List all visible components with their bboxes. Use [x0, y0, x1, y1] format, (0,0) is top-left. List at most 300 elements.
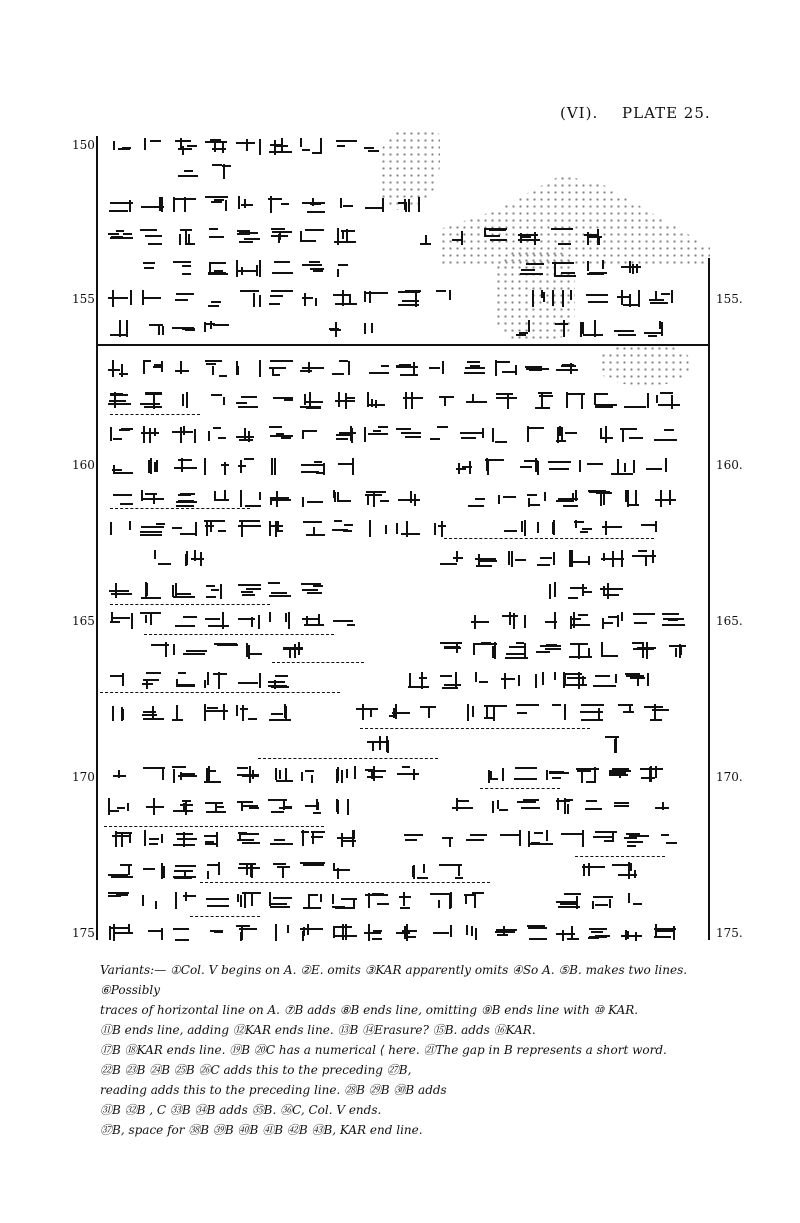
cuneiform-sign	[140, 196, 166, 214]
cuneiform-sign	[172, 260, 198, 278]
cuneiform-row	[108, 860, 378, 884]
cuneiform-sign	[524, 924, 550, 942]
cuneiform-sign	[172, 360, 198, 378]
cuneiform-sign	[204, 798, 230, 816]
section-divider	[96, 344, 710, 346]
cuneiform-sign	[316, 320, 342, 338]
damaged-area-right	[600, 345, 690, 385]
cuneiform-sign	[108, 612, 134, 630]
line-number-175: 175	[72, 926, 95, 940]
right-line-number-165: 165.	[716, 614, 743, 628]
cuneiform-sign	[612, 862, 638, 880]
cuneiform-sign	[236, 798, 262, 816]
cuneiform-sign	[172, 138, 198, 156]
cuneiform-sign	[648, 290, 674, 308]
cuneiform-sign	[204, 704, 230, 722]
cuneiform-sign	[584, 290, 610, 308]
cuneiform-sign	[268, 196, 294, 214]
cuneiform-sign	[584, 260, 610, 278]
cuneiform-sign	[452, 228, 478, 246]
cuneiform-sign	[396, 924, 422, 942]
cuneiform-sign	[624, 392, 650, 410]
cuneiform-sign	[652, 490, 678, 508]
cuneiform-sign	[568, 642, 594, 660]
cuneiform-sign	[236, 196, 262, 214]
cuneiform-sign	[484, 228, 510, 246]
cuneiform-sign	[268, 138, 294, 156]
cuneiform-sign	[172, 290, 198, 308]
plate-header	[560, 104, 729, 122]
cuneiform-sign	[332, 458, 358, 476]
cuneiform-sign	[108, 426, 134, 444]
cuneiform-sign	[492, 490, 518, 508]
cuneiform-sign	[204, 862, 230, 880]
cuneiform-sign	[300, 862, 326, 880]
cuneiform-sign	[236, 892, 262, 910]
cuneiform-sign	[364, 138, 390, 156]
cuneiform-sign	[420, 704, 446, 722]
cuneiform-sign	[544, 766, 570, 784]
cuneiform-sign	[520, 290, 546, 308]
cuneiform-sign	[580, 228, 606, 246]
cuneiform-sign	[396, 490, 422, 508]
cuneiform-sign	[642, 458, 668, 476]
cuneiform-sign	[300, 290, 326, 308]
cuneiform-sign	[204, 196, 230, 214]
cuneiform-sign	[534, 612, 560, 630]
cuneiform-sign	[140, 612, 166, 630]
cuneiform-sign	[632, 642, 658, 660]
cuneiform-sign	[108, 798, 134, 816]
cuneiform-sign	[268, 490, 294, 508]
cuneiform-row	[176, 162, 266, 186]
cuneiform-sign	[460, 924, 486, 942]
cuneiform-sign	[536, 550, 562, 568]
cuneiform-row	[150, 548, 240, 572]
cuneiform-sign	[236, 582, 262, 600]
cuneiform-sign	[620, 426, 646, 444]
cuneiform-sign	[482, 458, 508, 476]
cuneiform-sign	[560, 830, 586, 848]
cuneiform-sign	[432, 830, 458, 848]
cuneiform-sign	[630, 612, 656, 630]
cuneiform-sign	[108, 830, 134, 848]
cuneiform-sign	[624, 672, 650, 690]
cuneiform-sign	[496, 830, 522, 848]
cuneiform-sign	[396, 360, 422, 378]
cuneiform-row	[420, 226, 620, 250]
cuneiform-sign	[140, 290, 166, 308]
cuneiform-sign	[652, 426, 678, 444]
cuneiform-row	[108, 828, 388, 852]
cuneiform-row	[108, 890, 508, 914]
cuneiform-sign	[332, 228, 358, 246]
cuneiform-row	[400, 828, 700, 852]
cuneiform-sign	[204, 360, 230, 378]
cuneiform-row	[400, 390, 700, 414]
cuneiform-sign	[406, 862, 432, 880]
cuneiform-sign	[552, 260, 578, 278]
cuneiform-row	[460, 488, 690, 512]
cuneiform-sign	[504, 550, 530, 568]
cuneiform-sign	[396, 196, 422, 214]
cuneiform-sign	[204, 582, 230, 600]
cuneiform-sign	[528, 392, 554, 410]
cuneiform-sign	[246, 642, 272, 660]
cuneiform-sign	[140, 458, 166, 476]
cuneiform-row	[108, 318, 238, 342]
cuneiform-sign	[332, 260, 358, 278]
cuneiform-row	[452, 796, 692, 820]
cuneiform-sign	[300, 138, 326, 156]
cuneiform-row	[366, 734, 426, 758]
cuneiform-sign	[578, 458, 604, 476]
cuneiform-sign	[432, 392, 458, 410]
variants-line: Variants:— ①Col. V begins on A. ②E. omits ③KAR apparently omits ④So A. ⑤B. makes two lines. ⑥Possibly	[100, 963, 688, 997]
cuneiform-sign	[108, 290, 134, 308]
cuneiform-row	[108, 580, 348, 604]
cuneiform-sign	[592, 672, 618, 690]
cuneiform-sign	[598, 612, 624, 630]
cuneiform-sign	[566, 612, 592, 630]
cuneiform-row	[516, 318, 706, 342]
cuneiform-sign	[548, 798, 574, 816]
cuneiform-sign	[150, 550, 176, 568]
cuneiform-sign	[108, 924, 134, 942]
cuneiform-sign	[140, 862, 166, 880]
cuneiform-row	[580, 860, 660, 884]
cuneiform-sign	[492, 360, 518, 378]
right-line-number-170: 170.	[716, 770, 743, 784]
cuneiform-sign	[400, 830, 426, 848]
cuneiform-sign	[460, 892, 486, 910]
cuneiform-sign	[300, 458, 326, 476]
cuneiform-sign	[612, 704, 638, 722]
cuneiform-sign	[532, 672, 558, 690]
cuneiform-sign	[108, 704, 134, 722]
cuneiform-sign	[516, 798, 542, 816]
variants-line: ㉛B ㉜B , C ㉝B ㉞B adds ㉟B. ㊱C, Col. V ends.	[100, 1103, 382, 1117]
cuneiform-sign	[268, 704, 294, 722]
cuneiform-sign	[172, 862, 198, 880]
cuneiform-sign	[300, 426, 326, 444]
cuneiform-sign	[268, 458, 294, 476]
cuneiform-sign	[172, 458, 198, 476]
line-number-155: 155	[72, 292, 95, 306]
cuneiform-sign	[300, 490, 326, 508]
cuneiform-sign	[108, 320, 134, 338]
cuneiform-sign	[428, 360, 454, 378]
cuneiform-sign	[396, 520, 422, 538]
variant-extent-line	[144, 634, 334, 635]
cuneiform-sign	[204, 490, 230, 508]
cuneiform-sign	[140, 520, 166, 538]
cuneiform-sign	[580, 320, 606, 338]
cuneiform-sign	[480, 766, 506, 784]
cuneiform-sign	[514, 458, 540, 476]
cuneiform-sign	[140, 766, 166, 784]
cuneiform-sign	[204, 458, 230, 476]
cuneiform-sign	[204, 520, 230, 538]
cuneiform-sign	[516, 228, 542, 246]
cuneiform-sign	[108, 582, 134, 600]
cuneiform-sign	[472, 642, 498, 660]
cuneiform-sign	[268, 830, 294, 848]
cuneiform-sign	[440, 550, 466, 568]
cuneiform-sign	[208, 164, 234, 182]
cuneiform-sign	[332, 798, 358, 816]
line-number-170: 170	[72, 770, 95, 784]
column-label: (VI).	[560, 104, 599, 122]
cuneiform-sign	[524, 426, 550, 444]
cuneiform-sign	[204, 290, 230, 308]
cuneiform-sign	[552, 290, 578, 308]
cuneiform-sign	[620, 490, 646, 508]
cuneiform-sign	[204, 892, 230, 910]
cuneiform-sign	[536, 642, 562, 660]
cuneiform-sign	[656, 830, 682, 848]
cuneiform-sign	[548, 320, 574, 338]
cuneiform-sign	[140, 672, 166, 690]
cuneiform-row	[520, 288, 680, 312]
cuneiform-sign	[568, 582, 594, 600]
cuneiform-sign	[496, 392, 522, 410]
cuneiform-row	[108, 702, 328, 726]
cuneiform-sign	[548, 228, 574, 246]
cuneiform-sign	[108, 392, 134, 410]
cuneiform-sign	[300, 196, 326, 214]
cuneiform-sign	[140, 320, 166, 338]
cuneiform-sign	[108, 458, 134, 476]
left-column-rule	[96, 136, 98, 940]
cuneiform-sign	[600, 642, 626, 660]
cuneiform-sign	[236, 490, 262, 508]
cuneiform-sign	[300, 582, 326, 600]
cuneiform-sign	[172, 490, 198, 508]
cuneiform-sign	[600, 520, 626, 538]
cuneiform-row	[440, 548, 690, 572]
cuneiform-row	[108, 796, 378, 820]
cuneiform-sign	[236, 862, 262, 880]
cuneiform-sign	[428, 520, 454, 538]
cuneiform-sign	[364, 924, 390, 942]
cuneiform-row	[356, 702, 686, 726]
cuneiform-sign	[172, 582, 198, 600]
cuneiform-sign	[236, 290, 262, 308]
cuneiform-sign	[364, 520, 390, 538]
cuneiform-sign	[236, 830, 262, 848]
cuneiform-row	[406, 860, 486, 884]
cuneiform-sign	[640, 766, 666, 784]
cuneiform-row	[150, 640, 330, 664]
variants-line: traces of horizontal line on A. ⑦B adds ⑧B ends line, omitting ⑨B ends line with ⑩ KAR.	[100, 1003, 639, 1017]
cuneiform-sign	[332, 766, 358, 784]
cuneiform-sign	[580, 704, 606, 722]
cuneiform-sign	[396, 290, 422, 308]
cuneiform-sign	[268, 290, 294, 308]
cuneiform-sign	[108, 766, 134, 784]
cuneiform-sign	[108, 490, 134, 508]
cuneiform-sign	[400, 392, 426, 410]
cuneiform-row	[556, 890, 676, 914]
cuneiform-sign	[610, 458, 636, 476]
cuneiform-sign	[644, 798, 670, 816]
cuneiform-sign	[576, 766, 602, 784]
cuneiform-sign	[300, 766, 326, 784]
cuneiform-sign	[502, 612, 528, 630]
variant-extent-line	[100, 692, 340, 693]
cuneiform-sign	[516, 320, 542, 338]
cuneiform-sign	[516, 704, 542, 722]
cuneiform-row	[108, 390, 408, 414]
cuneiform-sign	[204, 392, 230, 410]
cuneiform-sign	[172, 612, 198, 630]
cuneiform-sign	[624, 830, 650, 848]
cuneiform-sign	[438, 862, 464, 880]
cuneiform-sign	[366, 736, 392, 754]
cuneiform-sign	[428, 426, 454, 444]
cuneiform-sign	[644, 704, 670, 722]
cuneiform-sign	[460, 426, 486, 444]
cuneiform-sign	[332, 392, 358, 410]
cuneiform-sign	[388, 704, 414, 722]
cuneiform-sign	[556, 426, 582, 444]
cuneiform-sign	[332, 520, 358, 538]
cuneiform-sign	[172, 196, 198, 214]
cuneiform-sign	[300, 924, 326, 942]
cuneiform-sign	[356, 704, 382, 722]
cuneiform-sign	[172, 320, 198, 338]
cuneiform-sign	[652, 924, 678, 942]
right-line-number-155: 155.	[716, 292, 743, 306]
cuneiform-sign	[332, 360, 358, 378]
cuneiform-sign	[616, 290, 642, 308]
cuneiform-sign	[172, 520, 198, 538]
cuneiform-sign	[172, 924, 198, 942]
variants-line: ⑰B ⑱KAR ends line. ⑲B ⑳C has a numerical ⟨ here. ㉑The gap in B represents a short word.	[100, 1043, 667, 1057]
cuneiform-sign	[460, 490, 486, 508]
variants-notes	[100, 960, 740, 1140]
right-column-rule	[708, 258, 710, 940]
variant-extent-line	[480, 788, 560, 789]
cuneiform-row	[108, 518, 468, 542]
cuneiform-sign	[108, 862, 134, 880]
cuneiform-sign	[600, 582, 626, 600]
cuneiform-sign	[172, 672, 198, 690]
cuneiform-sign	[236, 520, 262, 538]
plate-label: PLATE 25.	[622, 104, 711, 122]
cuneiform-sign	[236, 458, 262, 476]
variant-extent-line	[444, 538, 654, 539]
cuneiform-sign	[236, 924, 262, 942]
variant-extent-line	[190, 916, 260, 917]
cuneiform-sign	[300, 892, 326, 910]
cuneiform-sign	[268, 392, 294, 410]
variant-extent-line	[258, 758, 438, 759]
cuneiform-sign	[300, 612, 326, 630]
cuneiform-sign	[612, 798, 638, 816]
cuneiform-sign	[140, 426, 166, 444]
cuneiform-sign	[172, 704, 198, 722]
cuneiform-sign	[332, 196, 358, 214]
cuneiform-sign	[524, 360, 550, 378]
cuneiform-sign	[470, 612, 496, 630]
cuneiform-sign	[536, 520, 562, 538]
damaged-area-ridge	[440, 175, 710, 265]
cuneiform-sign	[428, 924, 454, 942]
cuneiform-sign	[300, 360, 326, 378]
cuneiform-sign	[500, 672, 526, 690]
cuneiform-sign	[236, 704, 262, 722]
cuneiform-sign	[620, 924, 646, 942]
cuneiform-row	[140, 258, 380, 282]
cuneiform-sign	[364, 392, 390, 410]
variant-extent-line	[110, 604, 270, 605]
cuneiform-sign	[588, 892, 614, 910]
cuneiform-sign	[300, 830, 326, 848]
cuneiform-sign	[484, 798, 510, 816]
cuneiform-sign	[108, 138, 134, 156]
cuneiform-sign	[108, 360, 134, 378]
line-number-150: 150	[72, 138, 95, 152]
cuneiform-sign	[332, 924, 358, 942]
cuneiform-sign	[268, 798, 294, 816]
cuneiform-sign	[332, 830, 358, 848]
cuneiform-sign	[300, 798, 326, 816]
cuneiform-sign	[464, 830, 490, 848]
cuneiform-sign	[236, 672, 262, 690]
cuneiform-row	[108, 194, 448, 218]
cuneiform-row	[108, 922, 688, 946]
cuneiform-sign	[108, 892, 134, 910]
cuneiform-sign	[300, 520, 326, 538]
cuneiform-sign	[140, 892, 166, 910]
cuneiform-sign	[236, 138, 262, 156]
variant-extent-line	[360, 728, 590, 729]
cuneiform-sign	[548, 704, 574, 722]
cuneiform-sign	[108, 196, 134, 214]
cuneiform-sign	[268, 260, 294, 278]
cuneiform-sign	[204, 612, 230, 630]
cuneiform-row	[316, 318, 396, 342]
cuneiform-sign	[428, 892, 454, 910]
cuneiform-sign	[596, 736, 622, 754]
cuneiform-sign	[560, 672, 586, 690]
cuneiform-sign	[556, 490, 582, 508]
cuneiform-sign	[396, 766, 422, 784]
cuneiform-sign	[268, 766, 294, 784]
variant-extent-line	[110, 508, 250, 509]
cuneiform-sign	[472, 550, 498, 568]
cuneiform-sign	[588, 490, 614, 508]
cuneiform-sign	[268, 360, 294, 378]
cuneiform-sign	[172, 228, 198, 246]
cuneiform-sign	[568, 550, 594, 568]
cuneiform-row	[108, 136, 398, 160]
cuneiform-sign	[204, 830, 230, 848]
cuneiform-sign	[588, 924, 614, 942]
cuneiform-sign	[236, 426, 262, 444]
cuneiform-sign	[236, 260, 262, 278]
cuneiform-sign	[140, 260, 166, 278]
cuneiform-sign	[460, 360, 486, 378]
cuneiform-sign	[662, 612, 688, 630]
cuneiform-sign	[204, 138, 230, 156]
cuneiform-sign	[450, 458, 476, 476]
cuneiform-sign	[236, 228, 262, 246]
cuneiform-sign	[632, 550, 658, 568]
cuneiform-sign	[108, 228, 134, 246]
